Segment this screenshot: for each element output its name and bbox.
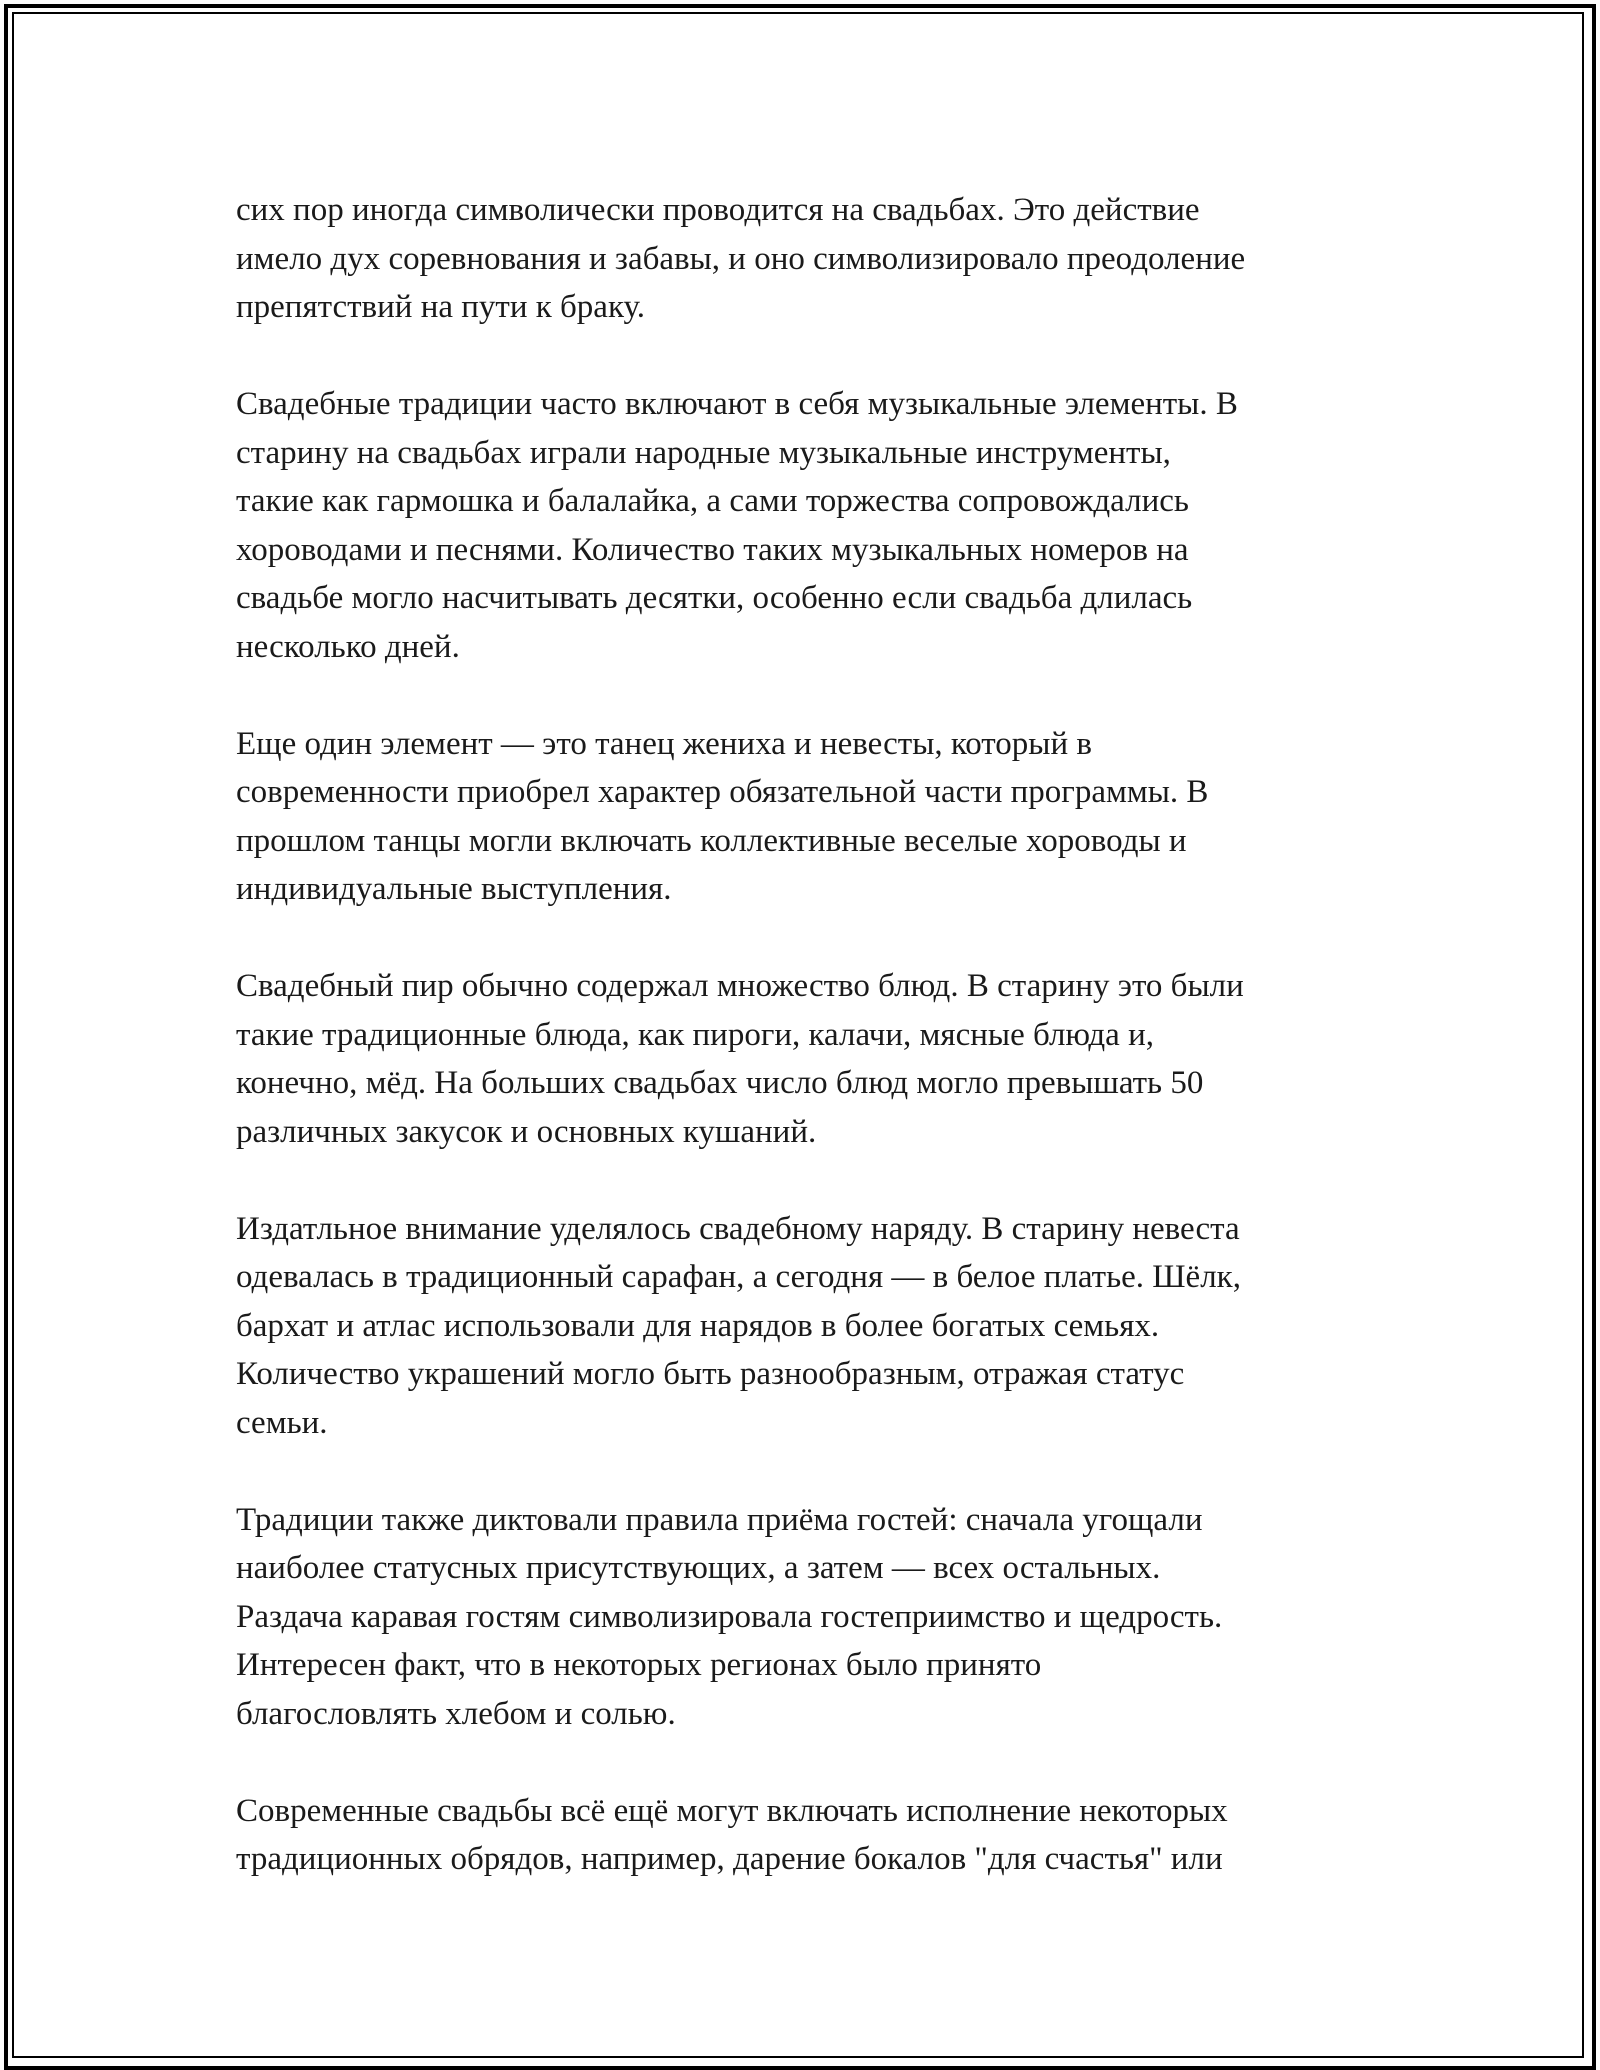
text-line: Традиции также диктовали правила приёма гостей: сначала угощали <box>236 1501 1203 1538</box>
text-line: бархат и атлас использовали для нарядов в более богатых семьях. <box>236 1307 1160 1344</box>
paragraph <box>236 1205 1386 1448</box>
text-line: семьи. <box>236 1404 328 1441</box>
text-line: благословлять хлебом и солью. <box>236 1695 676 1732</box>
text-line: такие традиционные блюда, как пироги, калачи, мясные блюда и, <box>236 1016 1154 1053</box>
text-line: одевалась в традиционный сарафан, а сегодня — в белое платье. Шёлк, <box>236 1259 1241 1295</box>
text-line: наиболее статусных присутствующих, а затем — всех остальных. <box>236 1550 1161 1586</box>
text-line: индивидуальные выступления. <box>236 871 672 907</box>
text-line: имело дух соревнования и забавы, и оно символизировало преодоление <box>236 240 1246 277</box>
paragraph <box>236 962 1386 1156</box>
text-line: Интересен факт, что в некоторых регионах было принято <box>236 1647 1042 1683</box>
text-line: Современные свадьбы всё ещё могут включать исполнение некоторых <box>236 1792 1228 1829</box>
text-line: Свадебный пир обычно содержал множество блюд. В старину это были <box>236 968 1244 1004</box>
text-line: препятствий на пути к браку. <box>236 289 645 325</box>
text-line: несколько дней. <box>236 628 460 665</box>
text-line: старину на свадьбах играли народные музыкальные инструменты, <box>236 434 1171 471</box>
text-line: такие как гармошка и балалайка, а сами торжества сопровождались <box>236 483 1189 519</box>
paragraph <box>236 1496 1386 1739</box>
paragraph <box>236 720 1386 914</box>
text-line: сих пор иногда символически проводится на свадьбах. Это действие <box>236 192 1200 228</box>
paragraph <box>236 186 1386 332</box>
text-line: Раздача каравая гостям символизировала гостеприимство и щедрость. <box>236 1598 1223 1635</box>
text-line: традиционных обрядов, например, дарение бокалов "для счастья" или <box>236 1841 1223 1877</box>
paragraph <box>236 1787 1386 1884</box>
text-line: прошлом танцы могли включать коллективные веселые хороводы и <box>236 822 1187 859</box>
text-line: Свадебные традиции часто включают в себя музыкальные элементы. В <box>236 386 1238 422</box>
text-line: Количество украшений могло быть разнообразным, отражая статус <box>236 1356 1185 1392</box>
text-line: конечно, мёд. На больших свадьбах число блюд могло превышать 50 <box>236 1065 1204 1101</box>
text-line: свадьбе могло насчитывать десятки, особенно если свадьба длилась <box>236 580 1193 616</box>
text-line: хороводами и песнями. Количество таких музыкальных номеров на <box>236 531 1189 568</box>
document-body <box>236 186 1386 1884</box>
paragraph <box>236 380 1386 671</box>
text-line: различных закусок и основных кушаний. <box>236 1113 817 1150</box>
text-line: современности приобрел характер обязательной части программы. В <box>236 774 1209 810</box>
text-line: Еще один элемент — это танец жениха и невесты, который в <box>236 725 1092 762</box>
text-line: Издатльное внимание уделялось свадебному наряду. В старину невеста <box>236 1210 1240 1247</box>
